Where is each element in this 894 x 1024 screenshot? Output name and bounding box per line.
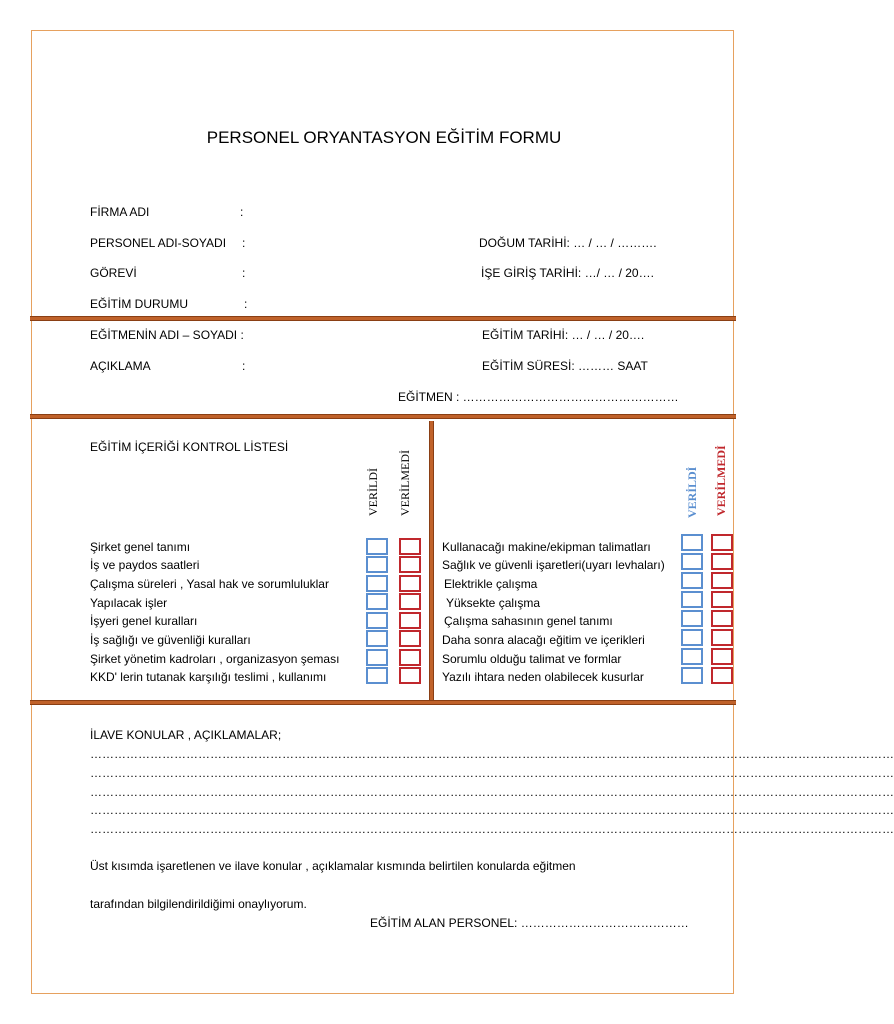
left-verilmedi-checkbox[interactable] [399, 612, 421, 629]
egitim-alan-personel: EĞİTİM ALAN PERSONEL: …………………………………… [370, 916, 689, 930]
separator-2 [30, 414, 736, 419]
dotted-line[interactable]: ………………………………………………………………………………………………………………………………………………………………………………… [90, 766, 894, 780]
right-item: Yazılı ihtara neden olabilecek kusurlar [442, 670, 644, 684]
right-item: Elektrikle çalışma [444, 577, 538, 591]
left-verilmedi-label: VERİLMEDİ [398, 450, 412, 516]
left-verildi-checkbox[interactable] [366, 538, 388, 555]
checklist-divider [429, 421, 434, 703]
left-verildi-checkbox[interactable] [366, 649, 388, 666]
dotted-line[interactable]: ………………………………………………………………………………………………………………………………………………………………………………… [90, 822, 894, 836]
checklist-heading: EĞİTİM İÇERİĞİ KONTROL LİSTESİ [90, 440, 289, 454]
right-verilmedi-checkbox[interactable] [711, 534, 733, 551]
personel-label: PERSONEL ADI-SOYADI [90, 236, 227, 250]
left-verilmedi-checkbox[interactable] [399, 630, 421, 647]
left-verilmedi-checkbox[interactable] [399, 667, 421, 684]
egitmen-signature: EĞİTMEN : ……………………………………………… [398, 390, 679, 404]
right-verilmedi-checkbox[interactable] [711, 667, 733, 684]
firma-adi-colon: : [240, 205, 244, 219]
left-verildi-label: VERİLDİ [366, 468, 380, 516]
right-item: Yüksekte çalışma [446, 596, 541, 610]
confirmation-text-1: Üst kısımda işaretlenen ve ilave konular , açıklamalar kısmında belirtilen konularda eğitmen [90, 859, 576, 873]
left-verildi-checkbox[interactable] [366, 667, 388, 684]
confirmation-text-2: tarafından bilgilendirildiğimi onaylıyorum. [90, 897, 307, 911]
left-item: KKD' lerin tutanak karşılığı teslimi , kullanımı [90, 670, 327, 684]
left-item: Yapılacak işler [90, 596, 168, 610]
right-item: Sorumlu olduğu talimat ve formlar [442, 652, 622, 666]
left-item: Şirket yönetim kadroları , organizasyon şeması [90, 652, 340, 666]
left-verilmedi-checkbox[interactable] [399, 593, 421, 610]
left-item: Çalışma süreleri , Yasal hak ve sorumluluklar [90, 577, 329, 591]
additional-heading: İLAVE KONULAR , AÇIKLAMALAR; [90, 728, 282, 742]
separator-3 [30, 700, 736, 705]
left-item: Şirket genel tanımı [90, 540, 191, 554]
left-item: İşyeri genel kuralları [90, 614, 198, 628]
separator-1 [30, 316, 736, 321]
left-verildi-checkbox[interactable] [366, 593, 388, 610]
left-verildi-checkbox[interactable] [366, 575, 388, 592]
dotted-line[interactable]: ………………………………………………………………………………………………………………………………………………………………………………… [90, 785, 894, 799]
right-verildi-checkbox[interactable] [681, 591, 703, 608]
left-verilmedi-checkbox[interactable] [399, 556, 421, 573]
right-verildi-checkbox[interactable] [681, 610, 703, 627]
dotted-line[interactable]: ………………………………………………………………………………………………………………………………………………………………………………… [90, 747, 894, 761]
left-verildi-checkbox[interactable] [366, 630, 388, 647]
dotted-line[interactable]: ………………………………………………………………………………………………………………………………………………………………………………… [90, 803, 894, 817]
left-item: İş sağlığı ve güvenliği kuralları [90, 633, 251, 647]
right-verildi-label: VERİLDİ [685, 466, 699, 518]
egitim-durumu-colon: : [244, 297, 248, 311]
right-verildi-checkbox[interactable] [681, 553, 703, 570]
egitim-tarihi: EĞİTİM TARİHİ: … / … / 20…. [482, 328, 645, 342]
right-verildi-checkbox[interactable] [681, 667, 703, 684]
gorevi-label: GÖREVİ [90, 266, 137, 280]
right-verilmedi-checkbox[interactable] [711, 629, 733, 646]
right-verildi-checkbox[interactable] [681, 629, 703, 646]
ise-giris-tarihi: İŞE GİRİŞ TARİHİ: …/ … / 20…. [481, 266, 654, 280]
left-verildi-checkbox[interactable] [366, 556, 388, 573]
egitim-durumu-label: EĞİTİM DURUMU [90, 297, 188, 311]
left-item: İş ve paydos saatleri [90, 558, 200, 572]
egitim-suresi: EĞİTİM SÜRESİ: ……… SAAT [482, 359, 648, 373]
right-verildi-checkbox[interactable] [681, 534, 703, 551]
left-verilmedi-checkbox[interactable] [399, 575, 421, 592]
left-verilmedi-checkbox[interactable] [399, 649, 421, 666]
right-verildi-checkbox[interactable] [681, 648, 703, 665]
right-verilmedi-checkbox[interactable] [711, 610, 733, 627]
right-verilmedi-checkbox[interactable] [711, 553, 733, 570]
dogum-tarihi: DOĞUM TARİHİ: … / … / ………. [479, 236, 657, 250]
right-item: Sağlık ve güvenli işaretleri(uyarı levhaları) [442, 558, 665, 572]
left-verildi-checkbox[interactable] [366, 612, 388, 629]
right-verilmedi-label: VERİLMEDİ [714, 445, 728, 516]
gorevi-colon: : [242, 266, 246, 280]
form-title: PERSONEL ORYANTASYON EĞİTİM FORMU [206, 128, 562, 147]
egitmen-adi-label: EĞİTMENİN ADI – SOYADI : [90, 328, 244, 342]
right-verilmedi-checkbox[interactable] [711, 591, 733, 608]
page-frame [31, 30, 894, 994]
left-verilmedi-checkbox[interactable] [399, 538, 421, 555]
firma-adi-label: FİRMA ADI [90, 205, 150, 219]
personel-colon: : [242, 236, 246, 250]
right-verilmedi-checkbox[interactable] [711, 572, 733, 589]
right-item: Kullanacağı makine/ekipman talimatları [442, 540, 651, 554]
right-item: Çalışma sahasının genel tanımı [444, 614, 613, 628]
right-item: Daha sonra alacağı eğitim ve içerikleri [442, 633, 645, 647]
aciklama-label: AÇIKLAMA [90, 359, 151, 373]
aciklama-colon: : [242, 359, 246, 373]
right-verildi-checkbox[interactable] [681, 572, 703, 589]
right-verilmedi-checkbox[interactable] [711, 648, 733, 665]
